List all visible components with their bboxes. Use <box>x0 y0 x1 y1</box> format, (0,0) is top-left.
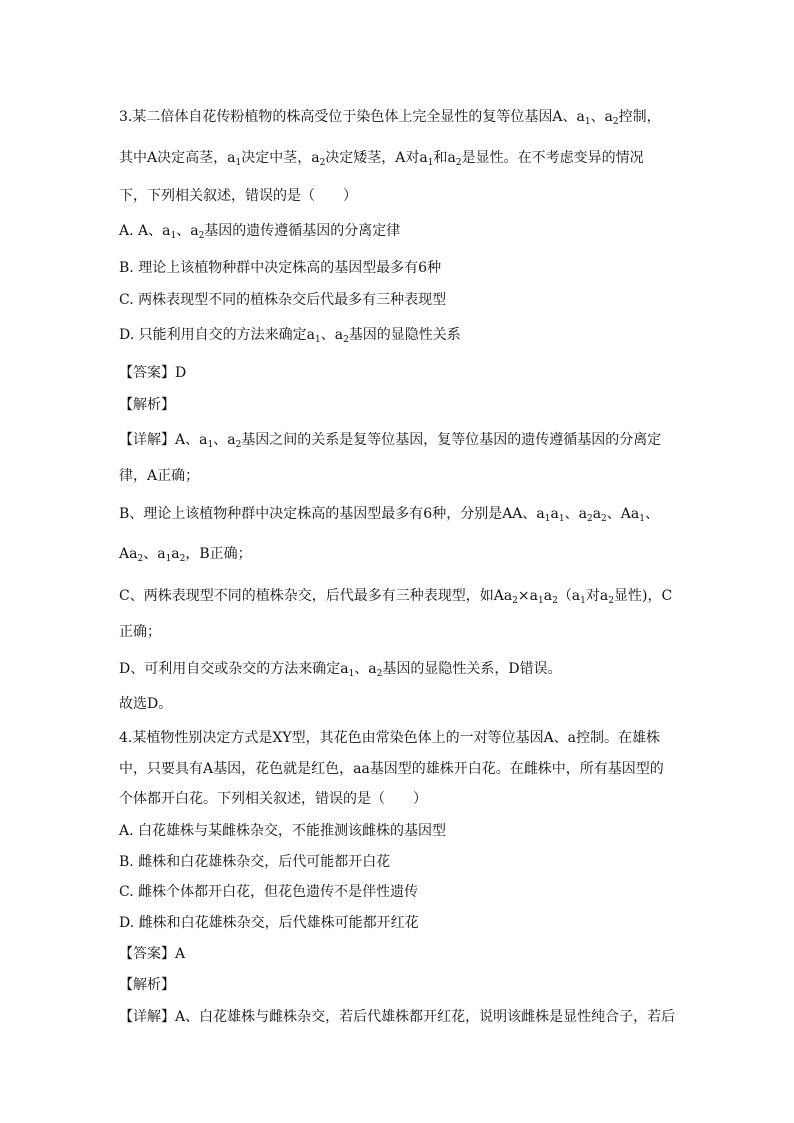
q3-detail-line-1: 【详解】A、$a_1$、$a_2$基因之间的关系是复等位基因，复等位基因的遗传遵循基因的分离定 <box>119 432 662 450</box>
q3-option-a: A. A、$a_1$、$a_2$基因的遗传遵循基因的分离定律 <box>119 223 401 241</box>
q4-option-b: B. 雌株和白花雄株杂交，后代可能都开白花 <box>119 854 391 870</box>
q3-stem-line-3: 下，下列相关叙述，错误的是（ ） <box>119 188 357 204</box>
q4-option-c: C. 雌株个体都开白花，但花色遗传不是伴性遗传 <box>119 884 419 900</box>
q3-detail-line-3: B、理论上该植物种群中决定株高的基因型最多有6种，分别是AA、$a_1a_1$、$a_2a_2$、$Aa_1$、 <box>119 506 659 524</box>
q3-stem-line-1: 3.某二倍体自花传粉植物的株高受位于染色体上完全显性的复等位基因A、$a_1$、$a_2$控制， <box>119 109 661 127</box>
q3-detail-line-7: D、可利用自交或杂交的方法来确定$a_1$、$a_2$基因的显隐性关系，D错误。 <box>119 661 562 679</box>
q3-stem-line-2: 其中A决定高茎，$a_1$决定中茎，$a_2$决定矮茎，A对$a_1$和$a_2$是显性。在不考虑变异的情况 <box>119 150 644 168</box>
q3-detail-line-5: C、两株表现型不同的植株杂交，后代最多有三种表现型，如$Aa_2\times a_1a_2(a_1$对$a_2$显性)，C <box>119 588 673 606</box>
q3-detail-line-2: 律，A正确； <box>119 468 200 484</box>
q3-answer: 【答案】D <box>119 365 187 381</box>
q4-stem-line-2: 中，只要具有A基因，花色就是红色，aa基因型的雄株开白花。在雌株中，所有基因型的 <box>119 761 664 777</box>
q4-stem-line-3: 个体都开白花。下列相关叙述，错误的是（ ） <box>119 791 427 807</box>
q3-analysis-label: 【解析】 <box>119 397 175 413</box>
q4-answer: 【答案】A <box>119 946 186 962</box>
q4-option-a: A. 白花雄株与某雌株杂交，不能推测该雌株的基因型 <box>119 823 447 839</box>
q3-detail-line-4: $Aa_2$、$a_1a_2$，B正确； <box>119 546 252 564</box>
q3-option-c: C. 两株表现型不同的植株杂交后代最多有三种表现型 <box>119 292 447 308</box>
q3-option-d: D. 只能利用自交的方法来确定$a_1$、$a_2$基因的显隐性关系 <box>119 327 461 345</box>
q4-detail-line-1: 【详解】A、白花雄株与雌株杂交，若后代雄株都开红花，说明该雌株是显性纯合子，若后 <box>119 1009 676 1025</box>
q3-detail-line-8: 故选D。 <box>119 696 173 712</box>
q4-option-d: D. 雌株和白花雄株杂交，后代雄株可能都开红花 <box>119 915 419 931</box>
q4-analysis-label: 【解析】 <box>119 977 175 993</box>
q4-stem-line-1: 4.某植物性别决定方式是XY型，其花色由常染色体上的一对等位基因A、a控制。在雄株 <box>119 730 661 746</box>
q3-detail-line-6: 正确； <box>119 624 161 640</box>
q3-option-b: B. 理论上该植物种群中决定株高的基因型最多有6种 <box>119 260 442 276</box>
